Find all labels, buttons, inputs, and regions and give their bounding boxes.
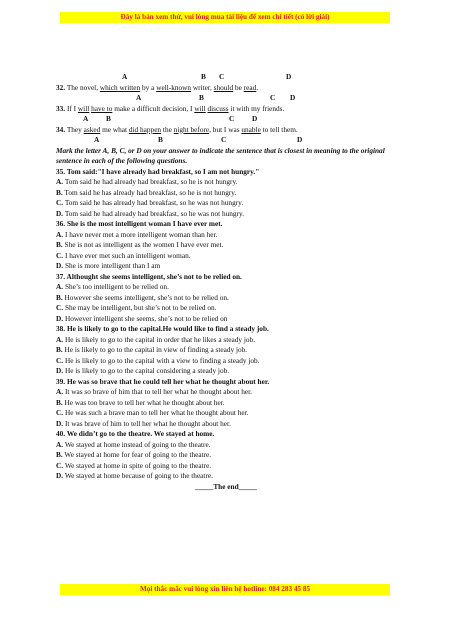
option-letter: A.	[56, 387, 64, 396]
option-letter: A.	[56, 229, 64, 239]
underlined-a: which written	[99, 82, 141, 92]
option-letter: D.	[56, 418, 64, 428]
question-text: She is the most intelligent woman I have ever met.	[66, 219, 223, 228]
option-text: He is likely to go to the capital in order that he likes a steady job.	[64, 334, 256, 344]
letter-d: D	[290, 93, 296, 102]
underlined-a: will	[77, 103, 90, 113]
option-letter: D.	[56, 208, 64, 218]
hotline-banner: Mọi thắc mắc vui lòng xin liên hệ hotline: 084 283 45 85	[60, 584, 390, 595]
underlined-b: well-known	[156, 82, 192, 92]
underlined-a: asked	[83, 124, 101, 134]
exam-content	[56, 72, 396, 492]
option-text: He is likely to go to the capital in view of finding a steady job.	[64, 345, 248, 354]
question-text: We didn’t go to the theatre. We stayed at home.	[66, 429, 215, 438]
text: If I	[66, 103, 78, 113]
question-text: Althought she seems intelligent, she’s not to be relied on.	[66, 271, 242, 281]
option-letter: B.	[56, 292, 63, 302]
option-letter: A.	[56, 334, 64, 344]
section-instruction: Mark the letter A, B, C, or D on your answer to indicate the sentence that is closest in meaning to the original sentence in each of the following questions.	[56, 145, 385, 165]
answer-option	[56, 387, 396, 398]
question-34	[56, 125, 396, 136]
option-text: Tom said he had already had breakfast, so he is not hungry.	[64, 177, 238, 186]
option-letter: B.	[56, 187, 63, 197]
letter-d: D	[286, 72, 292, 81]
q31-answer-letters	[56, 72, 396, 83]
letter-d: D	[297, 135, 303, 144]
option-text: We stayed at home instead of going to the theatre.	[64, 439, 211, 449]
letter-c: C	[219, 72, 225, 81]
question-number: 33.	[56, 103, 66, 113]
option-letter: B.	[56, 345, 63, 354]
answer-option	[56, 230, 396, 241]
question-40-stem	[56, 429, 396, 440]
underlined-d: read	[243, 82, 257, 92]
text: it with my friends.	[228, 103, 285, 113]
answer-option	[56, 314, 396, 325]
answer-option	[56, 188, 396, 199]
answer-option	[56, 240, 396, 251]
letter-a: A	[83, 114, 89, 123]
text: by a	[140, 82, 157, 92]
question-number: 34.	[56, 124, 66, 134]
letter-b: B	[201, 72, 206, 81]
option-letter: C.	[56, 250, 64, 260]
letter-b: B	[106, 114, 111, 123]
question-number: 37.	[56, 271, 66, 281]
answer-option	[56, 419, 396, 430]
text: be	[233, 82, 244, 92]
letter-a: A	[122, 72, 128, 81]
answer-option	[56, 282, 396, 293]
underlined-b: have to	[91, 103, 113, 113]
question-39-stem	[56, 377, 396, 388]
letter-b: B	[158, 135, 163, 144]
option-text: She is more intelligent than I am	[64, 261, 161, 270]
answer-option	[56, 293, 396, 304]
option-letter: A.	[56, 282, 64, 291]
option-text: Tom said he has already had breakfast, so he is not hungry.	[64, 187, 237, 197]
option-letter: C.	[56, 198, 64, 207]
answer-option	[56, 261, 396, 272]
option-text: Tom said he had already had breakfast, so he was not hungry.	[64, 208, 244, 218]
text: me what	[100, 124, 129, 134]
question-number: 40.	[56, 429, 66, 438]
text: The novel,	[66, 82, 100, 92]
option-text: I have never met a more intelligent woman than her.	[64, 229, 218, 239]
question-text: He was so brave that he could tell her what he thought about her.	[66, 376, 270, 386]
question-number: 36.	[56, 219, 66, 228]
question-35-stem	[56, 167, 396, 178]
question-list	[56, 167, 396, 482]
option-letter: D.	[56, 471, 64, 480]
option-text: However intelligent she seems, she’s not to be relied on	[64, 313, 228, 323]
q33-answer-letters	[56, 114, 396, 125]
option-text: She is not as intelligent as the women I have ever met.	[64, 240, 224, 249]
option-text: We stayed at home for fear of going to the theatre.	[64, 450, 212, 459]
end-marker: _____The end_____	[195, 481, 257, 491]
letter-b: B	[199, 93, 204, 102]
underlined-d: unable	[241, 124, 261, 134]
underlined-c: should	[213, 82, 234, 92]
question-number: 32.	[56, 82, 66, 92]
answer-option	[56, 408, 396, 419]
question-number: 35.	[56, 166, 66, 176]
option-letter: A.	[56, 439, 64, 449]
option-text: It was so brave of him that to tell her what he thought about her.	[64, 387, 252, 396]
option-text: We stayed at home because of going to the theatre.	[64, 471, 213, 480]
option-letter: C.	[56, 460, 64, 470]
question-36-stem	[56, 219, 396, 230]
letter-d: D	[252, 114, 258, 123]
answer-option	[56, 335, 396, 346]
option-letter: D.	[56, 261, 64, 270]
letter-a: A	[94, 135, 100, 144]
preview-banner: Đây là bản xem thử, vui lòng mua tài liệu để xem chi tiết (có lời giải)	[60, 12, 390, 23]
text: the	[161, 124, 174, 134]
q32-answer-letters	[56, 93, 396, 104]
answer-option	[56, 177, 396, 188]
answer-option	[56, 251, 396, 262]
option-text: We stayed at home in spite of going to the theatre.	[64, 460, 212, 470]
option-letter: C.	[56, 303, 64, 312]
answer-option	[56, 450, 396, 461]
q34-answer-letters	[56, 135, 396, 146]
question-text: He is likely to go to the capital.He would like to find a steady job.	[66, 324, 269, 333]
question-38-stem	[56, 324, 396, 335]
option-text: It was brave of him to tell her what he thought about her.	[64, 418, 231, 428]
question-text: Tom said:"I have already had breakfast, so I am not hungry."	[66, 166, 260, 176]
text: writer,	[191, 82, 214, 92]
option-text: However she seems intelligent, she’s not to be relied on.	[64, 292, 229, 302]
option-text: I have ever met such an intelligent woman.	[64, 250, 191, 260]
question-33	[56, 104, 396, 115]
option-text: He was such a brave man to tell her what he thought about her.	[64, 408, 249, 417]
option-letter: C.	[56, 408, 64, 417]
answer-option	[56, 461, 396, 472]
answer-option	[56, 345, 396, 356]
letter-c: C	[270, 93, 276, 102]
question-number: 39.	[56, 376, 66, 386]
answer-option	[56, 398, 396, 409]
question-32	[56, 83, 396, 94]
answer-option	[56, 440, 396, 451]
option-text: Tom said he has already had breakfast, so he was not hungry.	[64, 198, 244, 207]
option-text: He is likely to go to the capital with a view to finding a steady job.	[64, 355, 260, 365]
option-text: He was too brave to tell her what he thought about her.	[64, 397, 225, 407]
letter-a: A	[136, 93, 142, 102]
answer-option	[56, 356, 396, 367]
option-text: She may be intelligent, but she’s not to be relied on.	[64, 303, 217, 312]
text: to tell them.	[260, 124, 298, 134]
answer-option	[56, 209, 396, 220]
underlined-c: night before	[173, 124, 210, 134]
option-letter: B.	[56, 450, 63, 459]
underlined-b: did happen	[128, 124, 162, 134]
answer-option	[56, 303, 396, 314]
question-number: 38.	[56, 324, 66, 333]
text: They	[66, 124, 84, 134]
text: make a difficult decision, I	[112, 103, 195, 113]
option-letter: C.	[56, 355, 64, 365]
option-text: She’s too intelligent to be relied on.	[64, 282, 169, 291]
underlined-c: will	[194, 103, 206, 113]
option-letter: A.	[56, 177, 64, 186]
answer-option	[56, 366, 396, 377]
answer-option	[56, 471, 396, 482]
question-37-stem	[56, 272, 396, 283]
option-letter: B.	[56, 397, 63, 407]
letter-c: C	[229, 114, 235, 123]
option-letter: D.	[56, 313, 64, 323]
letter-c: C	[221, 135, 227, 144]
option-text: He is likely to go to the capital considering a steady job.	[64, 366, 230, 375]
text: , but I was	[209, 124, 242, 134]
option-letter: D.	[56, 366, 64, 375]
option-letter: B.	[56, 240, 63, 249]
underlined-d: discuss	[207, 103, 229, 113]
text: .	[256, 82, 259, 92]
answer-option	[56, 198, 396, 209]
